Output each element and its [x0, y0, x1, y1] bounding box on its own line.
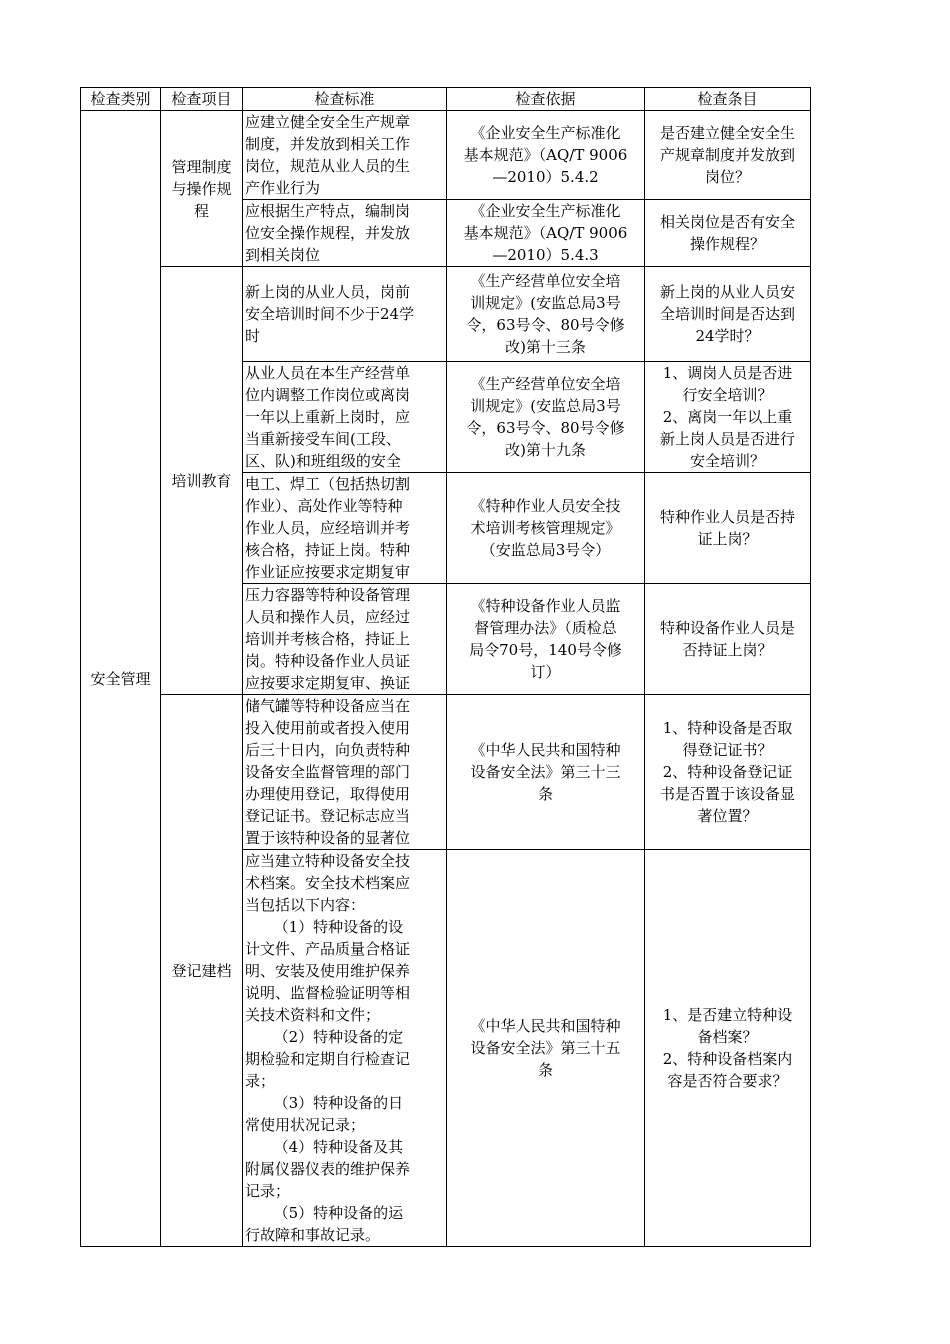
item-cell-mgmt [161, 111, 243, 267]
check-cell [645, 267, 811, 362]
category-label: 安全管理 [90, 669, 151, 688]
check-line: 新上岗人员是否进行 [659, 430, 795, 448]
check-line: 备档案？ [697, 1028, 758, 1046]
basis-line: 督管理办法》（质检总 [474, 619, 617, 637]
standard-cell [243, 362, 447, 473]
basis-cell [447, 473, 645, 584]
basis-line: 训规定》(安监总局3号 [470, 397, 621, 415]
basis-line: 设备安全法》第三十五 [470, 1039, 621, 1057]
check-line: 相关岗位是否有安全 [659, 213, 795, 231]
item-cell-training [161, 267, 243, 695]
check-line: 证上岗？ [697, 530, 758, 548]
category-cell [81, 111, 161, 1247]
standard-line: 投入使用前或者投入使用 [245, 719, 411, 737]
basis-cell [447, 200, 645, 267]
basis-line: 令，63号令、80号令修 [466, 419, 625, 437]
standard-line: 应按要求定期复审、换证 [245, 674, 411, 692]
check-cell [645, 200, 811, 267]
basis-line: 改)第十九条 [505, 441, 586, 459]
standard-line: 人员和操作人员，应经过 [245, 608, 411, 626]
standard-line: 位内调整工作岗位或离岗 [245, 386, 411, 404]
standard-line: 储气罐等特种设备应当在 [245, 697, 411, 715]
standard-cell [243, 267, 447, 362]
item-label: 培训教育 [171, 471, 232, 490]
basis-line: 基本规范》（AQ/T 9006 [463, 224, 628, 242]
standard-line: （2）特种设备的定 [245, 1028, 404, 1046]
check-line: 操作规程？ [689, 235, 765, 253]
standard-line: 录； [245, 1072, 276, 1090]
item-label: 与操作规 [171, 179, 232, 198]
basis-line: 《生产经营单位安全培 [470, 375, 621, 393]
standard-line: 一年以上重新上岗时，应 [245, 408, 411, 426]
standard-line: （5）特种设备的运 [245, 1204, 404, 1222]
check-line: 容是否符合要求？ [667, 1072, 788, 1090]
basis-line: 条 [537, 1061, 553, 1079]
standard-line: 电工、焊工（包括热切割 [245, 475, 411, 493]
check-cell [645, 111, 811, 200]
basis-line: 基本规范》（AQ/T 9006 [463, 146, 628, 164]
basis-cell [447, 267, 645, 362]
check-line: 1、调岗人员是否进 [662, 364, 793, 382]
header-item: 检查项目 [161, 88, 243, 111]
standard-line: 产作业行为 [245, 179, 321, 197]
basis-line: 局令70号，140号令修 [469, 641, 622, 659]
check-line: 岗位？ [704, 168, 750, 186]
standard-line: 从业人员在本生产经营单 [245, 364, 411, 382]
standard-line: 登记证书。登记标志应当 [245, 807, 411, 825]
standard-line: （4）特种设备及其 [245, 1138, 404, 1156]
check-cell [645, 584, 811, 695]
check-line: 特种设备作业人员是 [659, 619, 795, 637]
standard-line: 术档案。安全技术档案应 [245, 874, 411, 892]
basis-line: 《企业安全生产标准化 [470, 124, 621, 142]
check-line: 2、特种设备档案内 [662, 1050, 793, 1068]
header-category: 检查类别 [81, 88, 161, 111]
basis-line: 术培训考核管理规定》 [470, 519, 621, 537]
standard-line: （3）特种设备的日 [245, 1094, 404, 1112]
standard-line: 培训并考核合格，持证上 [245, 630, 411, 648]
standard-cell [243, 695, 447, 850]
check-line: 产规章制度并发放到 [659, 146, 795, 164]
item-label: 管理制度 [171, 157, 232, 176]
header-standard: 检查标准 [243, 88, 447, 111]
standard-line: 区、队)和班组级的安全 [245, 452, 401, 470]
basis-line: 令，63号令、80号令修 [466, 316, 625, 334]
basis-line: 《生产经营单位安全培 [470, 272, 621, 290]
standard-line: 新上岗的从业人员，岗前 [245, 283, 411, 301]
basis-line: 《特种设备作业人员监 [470, 597, 621, 615]
standard-cell [243, 111, 447, 200]
standard-line: 作业证应按要求定期复审 [245, 563, 411, 581]
check-line: 1、特种设备是否取 [662, 719, 793, 737]
standard-line: 作业人员，应经培训并考 [245, 519, 411, 537]
check-line: 安全培训？ [689, 452, 765, 470]
standard-line: 明、安装及使用维护保养 [245, 962, 411, 980]
basis-line: （安监总局3号令） [480, 541, 611, 559]
check-cell [645, 473, 811, 584]
standard-line: 办理使用登记，取得使用 [245, 785, 411, 803]
standard-line: 记录； [245, 1182, 291, 1200]
header-row [81, 88, 811, 111]
standard-line: 行故障和事故记录。 [245, 1226, 381, 1244]
standard-line: 期检验和定期自行检查记 [245, 1050, 411, 1068]
basis-line: 订） [530, 663, 561, 681]
standard-line: 压力容器等特种设备管理 [245, 586, 411, 604]
standard-line: 作业）、高处作业等特种 [245, 497, 403, 515]
check-line: 1、是否建立特种设 [662, 1006, 793, 1024]
basis-cell [447, 584, 645, 695]
standard-line: 岗。特种设备作业人员证 [245, 652, 411, 670]
standard-line: 常使用状况记录； [245, 1116, 366, 1134]
standard-line: 计文件、产品质量合格证 [245, 940, 411, 958]
check-line: 新上岗的从业人员安 [659, 283, 795, 301]
standard-cell [243, 473, 447, 584]
check-line: 全培训时间是否达到 [659, 305, 795, 323]
standard-line: 置于该特种设备的显著位 [245, 829, 411, 847]
table-row [81, 111, 811, 200]
standard-line: 应建立健全安全生产规章 [245, 113, 411, 131]
basis-line: —2010）5.4.2 [492, 168, 599, 186]
check-line: 2、离岗一年以上重 [662, 408, 793, 426]
check-line: 特种作业人员是否持 [659, 508, 795, 526]
check-line: 24学时？ [695, 327, 760, 345]
standard-line: 岗位，规范从业人员的生 [245, 157, 411, 175]
standard-line: 当包括以下内容： [245, 896, 366, 914]
standard-line: 说明、监督检验证明等相 [245, 984, 411, 1002]
check-line: 著位置？ [697, 807, 758, 825]
check-line: 行安全培训？ [682, 386, 773, 404]
basis-cell [447, 695, 645, 850]
basis-line: 《中华人民共和国特种 [470, 1017, 621, 1035]
basis-line: 训规定》(安监总局3号 [470, 294, 621, 312]
check-cell [645, 362, 811, 473]
header-check: 检查条目 [645, 88, 811, 111]
standard-line: （1）特种设备的设 [245, 918, 404, 936]
check-cell [645, 850, 811, 1247]
standard-cell [243, 850, 447, 1247]
standard-line: 应当建立特种设备安全技 [245, 852, 411, 870]
standard-line: 应根据生产特点，编制岗 [245, 202, 411, 220]
basis-cell [447, 362, 645, 473]
item-label: 程 [193, 201, 209, 220]
header-basis: 检查依据 [447, 88, 645, 111]
basis-cell [447, 850, 645, 1247]
standard-line: 核合格，持证上岗。特种 [245, 541, 411, 559]
table-row [81, 267, 811, 362]
standard-line: 时 [245, 327, 261, 345]
check-line: 2、特种设备登记证 [662, 763, 793, 781]
basis-line: 条 [537, 785, 553, 803]
check-line: 是否建立健全安全生 [659, 124, 795, 142]
basis-line: —2010）5.4.3 [492, 246, 599, 264]
standard-line: 安全培训时间不少于24学 [245, 305, 415, 323]
basis-line: 《中华人民共和国特种 [470, 741, 621, 759]
basis-line: 《企业安全生产标准化 [470, 202, 621, 220]
standard-line: 到相关岗位 [245, 246, 321, 264]
check-line: 书是否置于该设备显 [659, 785, 795, 803]
check-line: 得登记证书？ [682, 741, 773, 759]
item-cell-registration [161, 695, 243, 1247]
basis-cell [447, 111, 645, 200]
basis-line: 《特种作业人员安全技 [470, 497, 621, 515]
standard-line: 制度，并发放到相关工作 [245, 135, 411, 153]
basis-line: 设备安全法》第三十三 [470, 763, 621, 781]
item-label: 登记建档 [171, 961, 232, 980]
basis-line: 改)第十三条 [505, 338, 586, 356]
standard-line: 关技术资料和文件； [245, 1006, 381, 1024]
standard-line: 附属仪器仪表的维护保养 [245, 1160, 411, 1178]
standard-line: 位安全操作规程，并发放 [245, 224, 411, 242]
standard-line: 后三十日内，向负责特种 [245, 741, 411, 759]
standard-cell [243, 584, 447, 695]
check-cell [645, 695, 811, 850]
standard-line: 设备安全监督管理的部门 [245, 763, 411, 781]
check-line: 否持证上岗？ [682, 641, 773, 659]
table-row [81, 695, 811, 850]
inspection-table [80, 87, 811, 1247]
standard-line: 当重新接受车间(工段、 [245, 430, 401, 448]
standard-cell [243, 200, 447, 267]
